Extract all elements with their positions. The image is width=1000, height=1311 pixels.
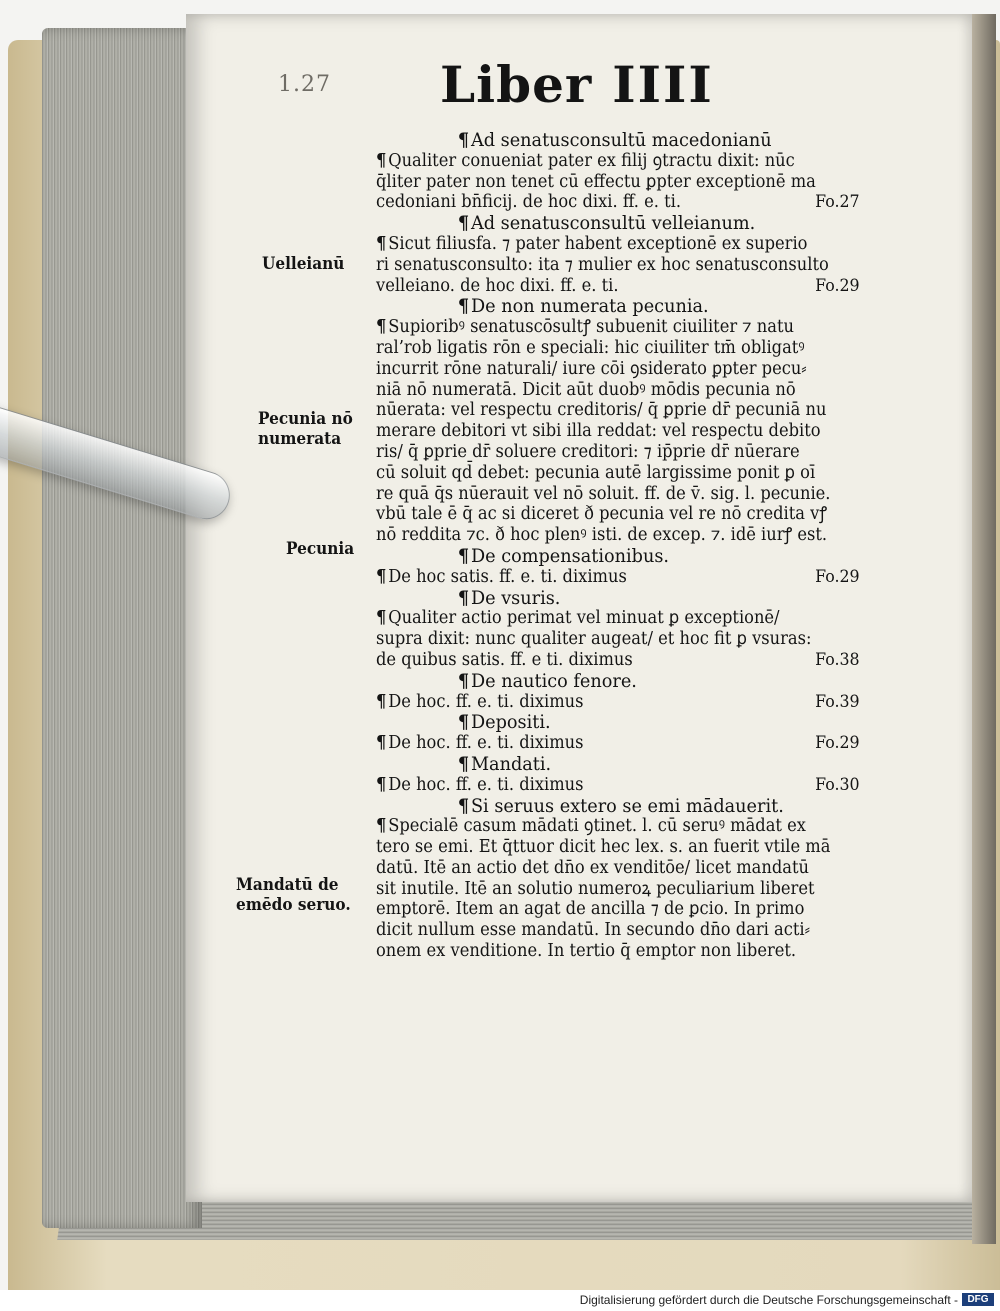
pilcrow-mark: ¶ bbox=[457, 586, 470, 609]
marginal-note: emēdo seruo. bbox=[236, 895, 351, 915]
line-text: Supioribꝰ senatuscōsultꝭ subuenit ciuiliter ⁊ natu bbox=[388, 317, 794, 338]
line-text: De hoc. ff. e. ti. diximus bbox=[388, 774, 584, 795]
line-text: emptorē. Item an agat de ancilla ⁊ de ꝑcio. In primo bbox=[376, 899, 805, 920]
line-text: sit inutile. Itē an solutio numeroꝝ peculiarium liberet bbox=[376, 878, 815, 899]
line-text: De vsuris. bbox=[470, 586, 561, 609]
pilcrow-mark: ¶ bbox=[457, 794, 470, 817]
text-line bbox=[376, 941, 860, 962]
section-heading bbox=[376, 296, 860, 317]
line-text: velleiano. de hoc dixi. ff. e. ti. bbox=[376, 275, 619, 296]
pilcrow-mark: ¶ bbox=[376, 150, 387, 171]
text-line bbox=[376, 629, 860, 650]
text-line bbox=[376, 421, 860, 442]
section-heading bbox=[376, 712, 860, 733]
line-text: Sicut filiusfa. ⁊ pater habent exceptionē ex superio bbox=[388, 233, 808, 254]
running-head-word: Liber bbox=[440, 55, 593, 114]
line-text: incurrit rōne naturali/ iure cōi ꝯsiderato ꝑpter pecu⸗ bbox=[376, 358, 807, 379]
line-text: De compensationibus. bbox=[470, 544, 670, 567]
section-heading bbox=[376, 546, 860, 567]
section-heading bbox=[376, 588, 860, 609]
text-line bbox=[376, 172, 860, 193]
text-line bbox=[376, 276, 860, 297]
line-text: Qualiter conueniat pater ex filij ꝯtractu dixit: nūc bbox=[388, 150, 795, 171]
line-text: datū. Itē an actio det dn̄o ex venditōe/ licet mandatū bbox=[376, 857, 809, 878]
line-text: De hoc. ff. e. ti. diximus bbox=[388, 691, 584, 712]
line-text: Si seruus extero se emi mādauerit. bbox=[470, 794, 784, 817]
section-heading bbox=[376, 130, 860, 151]
line-text: De hoc. ff. e. ti. diximus bbox=[388, 733, 584, 754]
text-line bbox=[376, 359, 860, 380]
pilcrow-mark: ¶ bbox=[376, 774, 387, 795]
text-line bbox=[376, 650, 860, 671]
line-text: q̄liter pater non tenet cū effectu ꝑpter exceptionē ma bbox=[376, 171, 816, 192]
line-text: Ad senatusconsultū velleianum. bbox=[470, 212, 756, 235]
pilcrow-mark: ¶ bbox=[457, 129, 470, 151]
pilcrow-mark: ¶ bbox=[457, 669, 470, 692]
main-text-block bbox=[376, 130, 860, 962]
line-text: De nautico fenore. bbox=[470, 669, 637, 692]
text-line bbox=[376, 692, 860, 713]
marginal-note: Mandatū de bbox=[236, 875, 339, 895]
pilcrow-mark: ¶ bbox=[457, 212, 470, 235]
gutter-shadow bbox=[972, 14, 996, 1244]
line-text: cedoniani bn̄ficij. de hoc dixi. ff. e. ti. bbox=[376, 192, 682, 213]
text-line bbox=[376, 234, 860, 255]
folio-number: 1.27 bbox=[278, 72, 331, 97]
folio-reference: Fo.27 bbox=[815, 192, 860, 213]
running-head bbox=[440, 55, 714, 114]
text-line bbox=[376, 920, 860, 941]
line-text: tero se emi. Et q̄ttuor dicit hec lex. s. an fuerit vtile mā bbox=[376, 837, 831, 858]
text-line bbox=[376, 858, 860, 879]
line-text: ral’rob ligatis rōn e speciali: hic ciuiliter tm̄ obligatꝰ bbox=[376, 337, 805, 358]
line-text: Specialē casum mādati ꝯtinet. l. cū seruꝰ mādat ex bbox=[388, 816, 806, 837]
pilcrow-mark: ¶ bbox=[376, 317, 387, 338]
line-text: supra dixit: nunc qualiter augeat/ et hoc fit ꝑ vsuras: bbox=[376, 629, 812, 650]
page-edges-fore bbox=[42, 28, 202, 1228]
pilcrow-mark: ¶ bbox=[457, 752, 470, 775]
text-line bbox=[376, 525, 860, 546]
marginal-note: numerata bbox=[258, 429, 342, 449]
text-line bbox=[376, 837, 860, 858]
line-text: vbū tale ē q̄ ac si diceret ð pecunia vel re nō credita vꝭ bbox=[376, 504, 828, 525]
line-text: re quā q̄s nūerauit vel nō soluit. ff. de v̄. sig. l. pecunie. bbox=[376, 483, 831, 504]
text-line bbox=[376, 504, 860, 525]
dfg-logo: DFG bbox=[962, 1293, 994, 1306]
text-line bbox=[376, 463, 860, 484]
text-line bbox=[376, 879, 860, 900]
line-text: onem ex venditione. In tertio q̄ emptor non liberet. bbox=[376, 941, 797, 962]
section-heading bbox=[376, 796, 860, 817]
line-text: ris/ q̄ ꝑprie dr̄ soluere creditori: ⁊ ip̄prie dr̄ nūerare bbox=[376, 441, 800, 462]
text-line bbox=[376, 775, 860, 796]
text-line bbox=[376, 255, 860, 276]
section-heading bbox=[376, 671, 860, 692]
line-text: merare debitori vt sibi illa reddat: vel respectu debito bbox=[376, 421, 821, 442]
text-line bbox=[376, 380, 860, 401]
pilcrow-mark: ¶ bbox=[457, 295, 470, 318]
text-line bbox=[376, 151, 860, 172]
text-line bbox=[376, 816, 860, 837]
marginal-note: Pecunia bbox=[286, 539, 355, 559]
pilcrow-mark: ¶ bbox=[376, 691, 387, 712]
text-line bbox=[376, 442, 860, 463]
folio-reference: Fo.29 bbox=[815, 275, 860, 296]
text-line bbox=[376, 317, 860, 338]
text-line bbox=[376, 192, 860, 213]
text-line bbox=[376, 567, 860, 588]
running-head-numeral: IIII bbox=[612, 55, 714, 114]
line-text: De hoc satis. ff. e. ti. diximus bbox=[388, 566, 627, 587]
line-text: dicit nullum esse mandatū. In secundo dn̄o dari acti⸗ bbox=[376, 920, 811, 941]
pilcrow-mark: ¶ bbox=[457, 544, 470, 567]
line-text: De non numerata pecunia. bbox=[470, 295, 709, 318]
text-line bbox=[376, 484, 860, 505]
line-text: niā nō numeratā. Dicit aūt duobꝰ mōdis pecunia nō bbox=[376, 379, 796, 400]
text-line bbox=[376, 733, 860, 754]
folio-reference: Fo.38 bbox=[815, 649, 860, 670]
text-line bbox=[376, 400, 860, 421]
line-text: ri senatusconsulto: ita ⁊ mulier ex hoc senatusconsulto bbox=[376, 254, 829, 275]
line-text: Depositi. bbox=[470, 711, 551, 734]
pilcrow-mark: ¶ bbox=[376, 816, 387, 837]
line-text: nō reddita ⁊c. ð hoc plenꝰ isti. de excep. ⁊. idē iurꝭ est. bbox=[376, 525, 828, 546]
section-heading bbox=[376, 754, 860, 775]
marginal-note: Pecunia nō bbox=[258, 409, 353, 429]
footer-bar bbox=[0, 1290, 1000, 1311]
pilcrow-mark: ¶ bbox=[376, 733, 387, 754]
pilcrow-mark: ¶ bbox=[457, 711, 470, 734]
marginal-note: Uelleianū bbox=[262, 254, 345, 274]
line-text: cū soluit qd̄ debet: pecunia autē largissime ponit ꝑ oī bbox=[376, 462, 816, 483]
pilcrow-mark: ¶ bbox=[376, 233, 387, 254]
line-text: Mandati. bbox=[470, 752, 552, 775]
line-text: Ad senatusconsultū macedonianū bbox=[470, 129, 772, 151]
section-heading bbox=[376, 213, 860, 234]
folio-reference: Fo.39 bbox=[815, 691, 860, 712]
text-line bbox=[376, 338, 860, 359]
text-line bbox=[376, 899, 860, 920]
folio-reference: Fo.29 bbox=[815, 733, 860, 754]
line-text: de quibus satis. ff. e ti. diximus bbox=[376, 649, 633, 670]
line-text: nūerata: vel respectu creditoris/ q̄ ꝑprie dr̄ pecuniā nu bbox=[376, 400, 827, 421]
pilcrow-mark: ¶ bbox=[376, 608, 387, 629]
folio-reference: Fo.29 bbox=[815, 566, 860, 587]
pilcrow-mark: ¶ bbox=[376, 566, 387, 587]
funding-credit: Digitalisierung gefördert durch die Deutsche Forschungsgemeinschaft - bbox=[579, 1293, 958, 1307]
text-line bbox=[376, 608, 860, 629]
line-text: Qualiter actio perimat vel minuat ꝑ exceptionē/ bbox=[388, 608, 780, 629]
folio-reference: Fo.30 bbox=[815, 774, 860, 795]
